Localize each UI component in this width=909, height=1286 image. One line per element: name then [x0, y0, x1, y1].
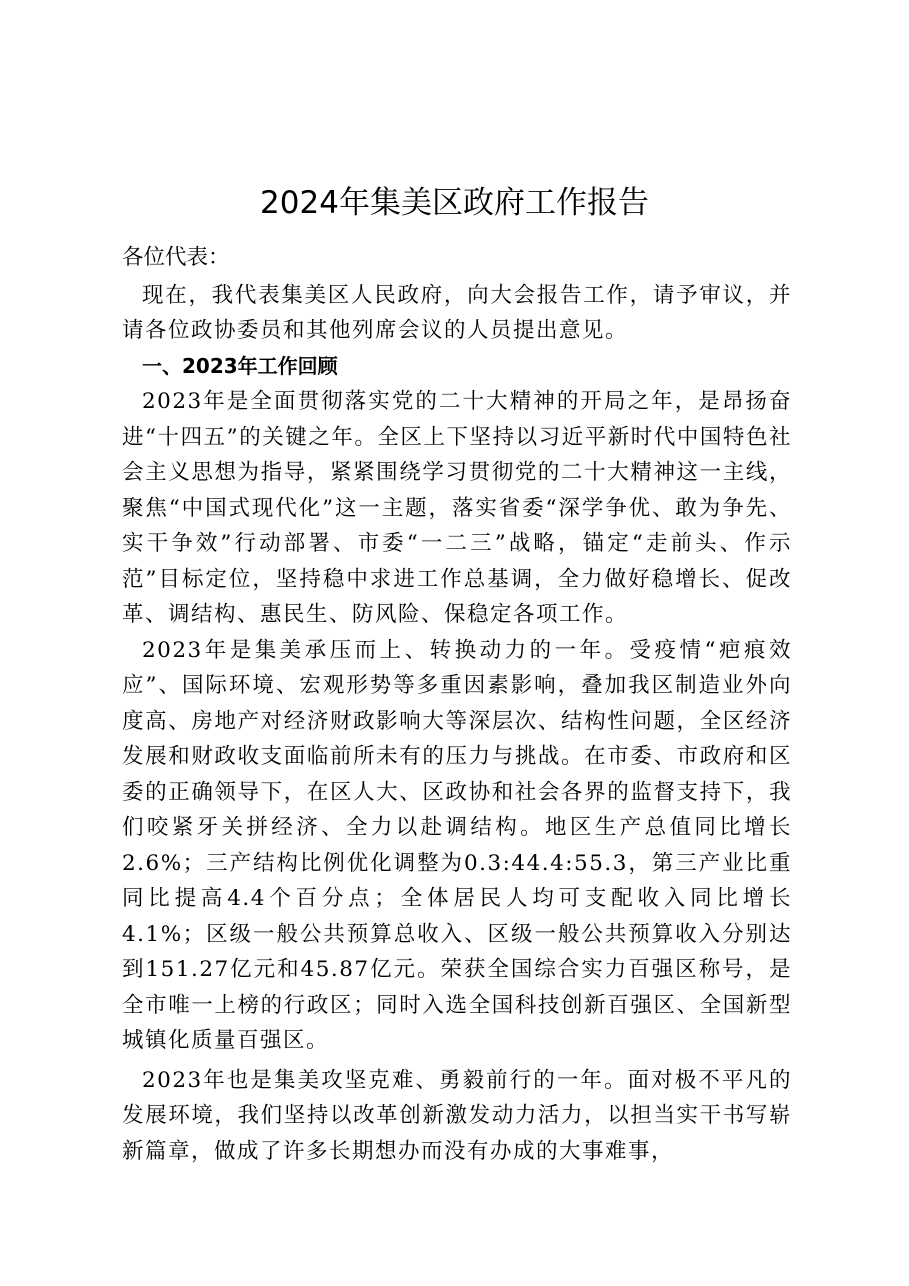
paragraph: 2023年是集美承压而上、转换动力的一年。受疫情“疤痕效应”、国际环境、宏观形势等多重因素影响，叠加我区制造业外向度高、房地产对经济财政影响大等深层次、结构性问题，全区经济发展和财政收支面临前所未有的压力与挑战。在市委、市政府和区委的正确领导下，在区人大、区政协和社会各界的监督支持下，我们咬紧牙关拼经济、全力以赴调结构。地区生产总值同比增长2.6%；三产结构比例优化调整为0.3:44.4:55.3，第三产业比重同比提高4.4个百分点；全体居民人均可支配收入同比增长4.1%；区级一般公共预算总收入、区级一般公共预算收入分别达到151.27亿元和45.87亿元。荣获全国综合实力百强区称号，是全市唯一上榜的行政区；同时入选全国科技创新百强区、全国新型城镇化质量百强区。 — [122, 637, 792, 1053]
intro-paragraph: 现在，我代表集美区人民政府，向大会报告工作，请予审议，并请各位政协委员和其他列席会议的人员提出意见。 — [122, 282, 792, 343]
paragraph: 2023年也是集美攻坚克难、勇毅前行的一年。面对极不平凡的发展环境，我们坚持以改革创新激发动力活力，以担当实干书写崭新篇章，做成了许多长期想办而没有办成的大事难事， — [122, 1067, 792, 1164]
document-body — [122, 240, 792, 1169]
section-heading: 一、2023年工作回顾 — [142, 353, 338, 378]
document-title: 2024年集美区政府工作报告 — [260, 184, 649, 221]
salutation: 各位代表： — [122, 245, 230, 270]
paragraph: 2023年是全面贯彻落实党的二十大精神的开局之年，是昂扬奋进“十四五”的关键之年。全区上下坚持以习近平新时代中国特色社会主义思想为指导，紧紧围绕学习贯彻党的二十大精神这一主线，聚焦“中国式现代化”这一主题，落实省委“深学争优、敢为争先、实干争效”行动部署、市委“一二三”战略，锚定“走前头、作示范”目标定位，坚持稳中求进工作总基调，全力做好稳增长、促改革、调结构、惠民生、防风险、保稳定各项工作。 — [122, 389, 792, 627]
